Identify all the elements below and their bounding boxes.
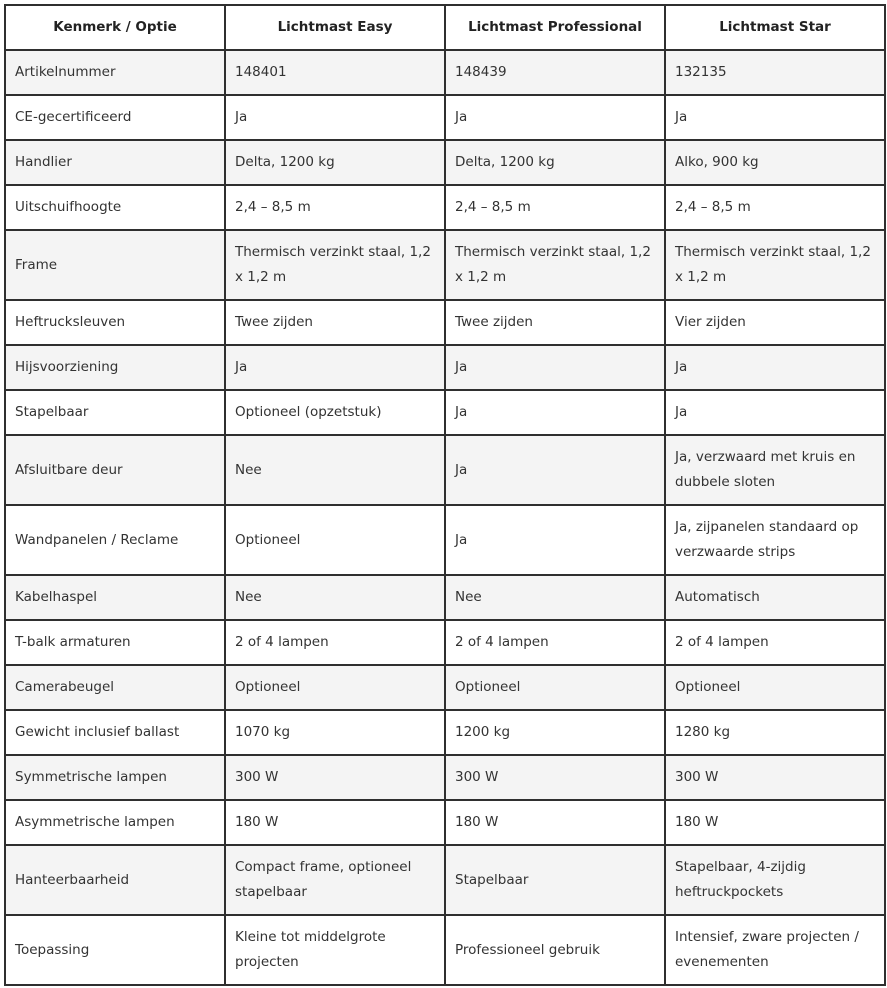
row-label: T-balk armaturen	[5, 620, 225, 665]
table-row	[5, 845, 885, 915]
row-label: Heftrucksleuven	[5, 300, 225, 345]
header-lichtmast-professional: Lichtmast Professional	[445, 5, 665, 50]
header-feature: Kenmerk / Optie	[5, 5, 225, 50]
cell-professional: Ja	[445, 345, 665, 390]
cell-star: Ja	[665, 345, 885, 390]
row-label: Frame	[5, 230, 225, 300]
cell-professional: Optioneel	[445, 665, 665, 710]
row-label: Toepassing	[5, 915, 225, 985]
cell-star: 300 W	[665, 755, 885, 800]
row-label: Stapelbaar	[5, 390, 225, 435]
cell-easy: Ja	[225, 95, 445, 140]
cell-professional: 300 W	[445, 755, 665, 800]
cell-easy: 1070 kg	[225, 710, 445, 755]
cell-easy: Kleine tot middelgrote projecten	[225, 915, 445, 985]
cell-star: 132135	[665, 50, 885, 95]
cell-professional: 148439	[445, 50, 665, 95]
cell-easy: Twee zijden	[225, 300, 445, 345]
cell-star: Ja	[665, 390, 885, 435]
table-row	[5, 435, 885, 505]
cell-easy: Optioneel	[225, 665, 445, 710]
header-row	[5, 5, 885, 50]
row-label: Hanteerbaarheid	[5, 845, 225, 915]
header-lichtmast-star: Lichtmast Star	[665, 5, 885, 50]
table-row	[5, 230, 885, 300]
row-label: Asymmetrische lampen	[5, 800, 225, 845]
table-row	[5, 140, 885, 185]
cell-star: Thermisch verzinkt staal, 1,2 x 1,2 m	[665, 230, 885, 300]
cell-easy: Nee	[225, 435, 445, 505]
cell-easy: 180 W	[225, 800, 445, 845]
table-row	[5, 620, 885, 665]
table-row	[5, 755, 885, 800]
cell-star: Optioneel	[665, 665, 885, 710]
cell-easy: 2 of 4 lampen	[225, 620, 445, 665]
row-label: Afsluitbare deur	[5, 435, 225, 505]
table-header	[5, 5, 885, 50]
cell-professional: Professioneel gebruik	[445, 915, 665, 985]
cell-star: 180 W	[665, 800, 885, 845]
cell-professional: Delta, 1200 kg	[445, 140, 665, 185]
row-label: Wandpanelen / Reclame	[5, 505, 225, 575]
table-body	[5, 50, 885, 985]
table-row	[5, 505, 885, 575]
cell-star: Ja	[665, 95, 885, 140]
row-label: Hijsvoorziening	[5, 345, 225, 390]
row-label: Artikelnummer	[5, 50, 225, 95]
row-label: Kabelhaspel	[5, 575, 225, 620]
row-label: Symmetrische lampen	[5, 755, 225, 800]
cell-star: Vier zijden	[665, 300, 885, 345]
cell-star: Alko, 900 kg	[665, 140, 885, 185]
table-row	[5, 50, 885, 95]
table-row	[5, 665, 885, 710]
row-label: CE-gecertificeerd	[5, 95, 225, 140]
cell-star: Ja, verzwaard met kruis en dubbele sloten	[665, 435, 885, 505]
cell-star: Stapelbaar, 4-zijdig heftruckpockets	[665, 845, 885, 915]
cell-easy: 148401	[225, 50, 445, 95]
cell-professional: Ja	[445, 435, 665, 505]
table-row	[5, 345, 885, 390]
cell-star: Automatisch	[665, 575, 885, 620]
cell-professional: Thermisch verzinkt staal, 1,2 x 1,2 m	[445, 230, 665, 300]
cell-professional: 2 of 4 lampen	[445, 620, 665, 665]
cell-star: 1280 kg	[665, 710, 885, 755]
cell-star: 2 of 4 lampen	[665, 620, 885, 665]
row-label: Handlier	[5, 140, 225, 185]
cell-easy: Compact frame, optioneel stapelbaar	[225, 845, 445, 915]
cell-professional: Nee	[445, 575, 665, 620]
table-row	[5, 185, 885, 230]
cell-easy: 300 W	[225, 755, 445, 800]
cell-easy: Delta, 1200 kg	[225, 140, 445, 185]
cell-easy: 2,4 – 8,5 m	[225, 185, 445, 230]
cell-easy: Ja	[225, 345, 445, 390]
header-lichtmast-easy: Lichtmast Easy	[225, 5, 445, 50]
table-row	[5, 300, 885, 345]
cell-professional: Stapelbaar	[445, 845, 665, 915]
cell-star: Intensief, zware projecten / evenementen	[665, 915, 885, 985]
row-label: Camerabeugel	[5, 665, 225, 710]
cell-easy: Nee	[225, 575, 445, 620]
table-row	[5, 915, 885, 985]
lichtmast-comparison-table	[4, 4, 886, 986]
table-row	[5, 800, 885, 845]
table-row	[5, 95, 885, 140]
table-row	[5, 390, 885, 435]
cell-easy: Thermisch verzinkt staal, 1,2 x 1,2 m	[225, 230, 445, 300]
cell-professional: Twee zijden	[445, 300, 665, 345]
row-label: Uitschuifhoogte	[5, 185, 225, 230]
table-row	[5, 575, 885, 620]
table-row	[5, 710, 885, 755]
cell-star: 2,4 – 8,5 m	[665, 185, 885, 230]
cell-professional: Ja	[445, 390, 665, 435]
cell-professional: 2,4 – 8,5 m	[445, 185, 665, 230]
cell-professional: Ja	[445, 95, 665, 140]
cell-professional: 180 W	[445, 800, 665, 845]
cell-star: Ja, zijpanelen standaard op verzwaarde strips	[665, 505, 885, 575]
cell-easy: Optioneel (opzetstuk)	[225, 390, 445, 435]
row-label: Gewicht inclusief ballast	[5, 710, 225, 755]
cell-easy: Optioneel	[225, 505, 445, 575]
cell-professional: 1200 kg	[445, 710, 665, 755]
cell-professional: Ja	[445, 505, 665, 575]
